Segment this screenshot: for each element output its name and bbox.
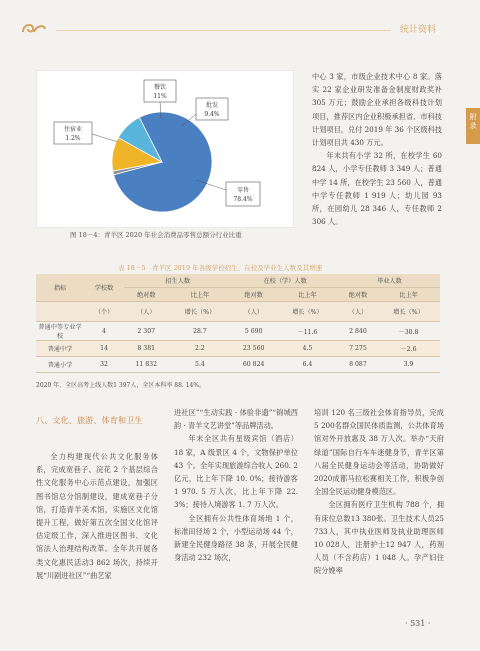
paragraph: 全区拥有公共性体育场地 1 个，标准田径场 2 个，小型运动场 44 个，新建全民健身路径 38 条，开展全民健身活动 232 场次， [174, 513, 298, 563]
header-enrollment: 招生人数 [124, 274, 231, 288]
cell: 28.7 [168, 322, 231, 341]
sub-growth: 比上年 [168, 288, 231, 302]
label-retail-value: 78.4% [233, 196, 253, 203]
unit-count: （个） [84, 302, 124, 322]
cell: 8 087 [339, 357, 377, 373]
cell: 3.9 [377, 357, 440, 373]
paragraph: 中心 3 家，市级企业技术中心 8 家。落实 22 家企业研发准备金制度财政奖补 305 万元；鼓励企业承担各级科技计划项目，推荐区内企业积极承担省、市科技计划项目，兑付 2019 年 36 个区级科技计划项目共 430 万元。 [312, 72, 443, 148]
cell: 11 832 [124, 357, 168, 373]
unit-person: （人） [231, 302, 275, 322]
paragraph: 培训 120 名三级社会体育指导员，完成 5 200名群众国民体质监测，公共体育场馆对外开放惠及 38 万人次。举办“天府绿道”国际自行车车迷健身节，青羊区第八届全民健身运动会等活动，协助做好 2020成都马拉松赛相关工作，积极争创全国全民运动健身模范区。 [314, 408, 444, 497]
unit-person: （人） [124, 302, 168, 322]
cell: 32 [84, 357, 124, 373]
row-name: 普通中等专业学校 [36, 322, 84, 341]
header-graduates: 毕业人数 [339, 274, 440, 288]
paragraph: 进社区”“生动实践 · 体验非遗”“锦城西韵 · 青羊文艺讲堂”等品牌活动。 [174, 408, 298, 431]
header-label: 统计资料 [400, 25, 437, 35]
column-1-text: 全力构建现代公共文化服务体系，完成宽巷子、浣花 2 个基层综合性文化服务中心示范点建设，加强区图书馆总分馆制建设，建成宽巷子分馆，打造青羊美术馆，实施区文化馆提升工程，做好第五次全国文化馆评估定级工作，深入推进区图书、文化馆法人治理结构改革。全年共开展各类文化惠民活动3 862 场次，持续开展“川剧进社区”“曲艺家 [36, 452, 158, 580]
column-3 [314, 406, 444, 578]
header-schools: 学校数 [84, 274, 124, 302]
cell: 6.4 [276, 357, 339, 373]
cell: 2 307 [124, 322, 168, 341]
cell: 60 824 [231, 357, 275, 373]
cell: 2 840 [339, 322, 377, 341]
header-rule [56, 30, 391, 31]
table-row [36, 341, 440, 357]
cell: －2.6 [377, 341, 440, 357]
cell: 5.4 [168, 357, 231, 373]
label-catering-name: 餐饮 [153, 84, 167, 91]
table-title: 表 18－5 青羊区 2019 年各级学校招生、在校及毕业生人数及其增速 [118, 264, 323, 272]
appendix-side-tab [466, 108, 480, 144]
sub-abs: 绝对数 [124, 288, 168, 302]
cell: 4.5 [276, 341, 339, 357]
cell: 8 381 [124, 341, 168, 357]
unit-growth: 增长（%） [168, 302, 231, 322]
sub-abs: 绝对数 [231, 288, 275, 302]
sub-abs: 绝对数 [339, 288, 377, 302]
cell: －30.8 [377, 322, 440, 341]
cell: －11.6 [276, 322, 339, 341]
label-wholesale-name: 批发 [205, 102, 219, 109]
cell: 23 560 [231, 341, 275, 357]
page-number: · 531 · [405, 619, 431, 628]
label-lodging-value: 1.2% [65, 135, 81, 142]
education-table [36, 274, 440, 373]
row-name: 普通中学 [36, 341, 84, 357]
sub-growth: 比上年 [377, 288, 440, 302]
paragraph: 全区拥有医疗卫生机构 788 个，拥有床位总数13 380张。卫生技术人员25 733人，其中执业医师及执业助理医师10 028人，注册护士12 947 人，药剂人员（不含药店）1 048 人。孕产妇住院分娩率 [314, 500, 444, 576]
label-catering-value: 11% [153, 93, 167, 100]
label-retail-name: 零售 [236, 187, 250, 194]
cell: 14 [84, 341, 124, 357]
cell: 5 690 [231, 322, 275, 341]
header-in-school: 在校（学）人数 [231, 274, 338, 288]
column-2 [174, 406, 298, 564]
pie-chart [36, 70, 294, 228]
sub-growth: 比上年 [276, 288, 339, 302]
right-column-top [312, 70, 442, 228]
table-note: 2020 年，全区高考上线人数1 397人，全区本科率 88. 14%。 [36, 382, 206, 389]
unit-person: （人） [339, 302, 377, 322]
paragraph: 年末共有小学 32 所，在校学生 60 824 人，小学专任教师 3 349 人；普通中学 14 所，在校学生 23 560 人，普通中学专任教师 1 919 人；幼儿园 93 所，在园幼儿 28 346 人，专任教师 2 306 人。 [312, 151, 442, 227]
label-wholesale-value: 9.4% [204, 111, 220, 118]
unit-empty [36, 302, 84, 322]
cell: 2.2 [168, 341, 231, 357]
paragraph: 年末全区共有星级宾馆（酒店）18 家，A 级景区 4 个，文物保护单位 43 个。全年实现旅游综合收入 260. 2 亿元，比上年下降 10. 0%；接待游客1 970. 5 万人次，比上年下降 22. 3%；接待入境游客 1. 7 万人次。 [174, 434, 298, 510]
swirl-logo-icon [20, 20, 48, 36]
cell: 7 275 [339, 341, 377, 357]
row-name: 普通小学 [36, 357, 84, 373]
figure-caption: 图 18－4：青羊区 2020 年社会消费品零售总额分行业比重 [70, 231, 242, 239]
section-heading: 八、文化、旅游、体育和卫生 [36, 415, 143, 425]
side-tab-char-1: 附 [469, 113, 477, 121]
side-tab-char-2: 录 [469, 122, 477, 130]
label-lodging-name: 住宿业 [63, 126, 83, 133]
header-indicator: 指标 [36, 274, 84, 302]
unit-growth: 增长（%） [377, 302, 440, 322]
table-row [36, 357, 440, 373]
unit-growth: 增长（%） [276, 302, 339, 322]
table-row [36, 322, 440, 341]
cell: 4 [84, 322, 124, 341]
